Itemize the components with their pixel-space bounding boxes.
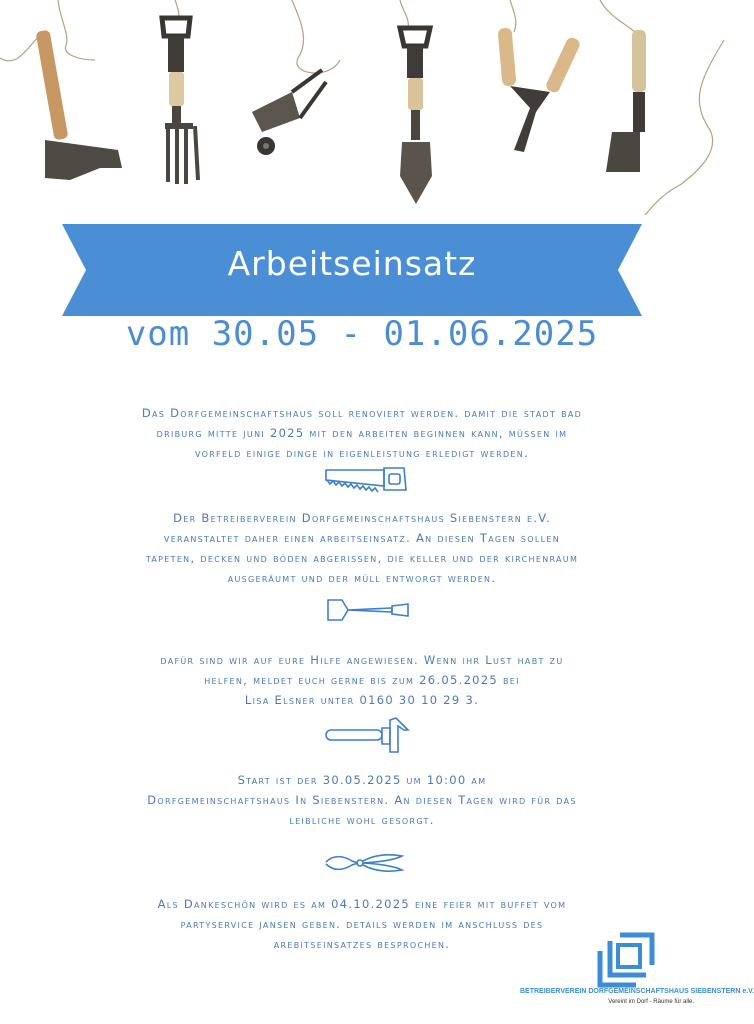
hanging-hammer-icon — [36, 30, 122, 180]
paragraph-line: driburg mitte juni 2025 mit den arbeiten beginnen kann, müssen im — [156, 426, 568, 440]
thanks-paragraph — [60, 894, 664, 954]
page-title: Arbeitseinsatz — [227, 244, 477, 283]
hanging-wheelbarrow-icon — [252, 70, 326, 155]
association-slogan: Vereint im Dorf - Räume für alle. — [608, 999, 694, 1005]
paragraph-line: Start ist der 30.05.2025 um 10:00 am — [237, 773, 487, 787]
paragraph-line: Der Betreiberverein Dorfgemeinschaftshaus Siebenstern e.V. — [173, 511, 551, 525]
hammer-icon — [324, 716, 410, 756]
hanging-hoe-icon — [606, 30, 646, 172]
hanging-shears-icon — [497, 28, 581, 152]
saw-icon — [324, 466, 410, 496]
hanging-tools-illustration — [0, 0, 724, 215]
paragraph-line: Lisa Elsner unter 0160 30 10 29 3. — [244, 693, 480, 707]
intro-paragraph — [60, 403, 664, 463]
paragraph-line: leibliche wohl gesorgt. — [289, 813, 435, 827]
paragraph-line: helfen, meldet euch gerne bis zum 26.05.2025 bei — [204, 673, 520, 687]
paragraph-line: Das Dorfgemeinschaftshaus soll renoviert werden. damit die stadt bad — [141, 406, 583, 420]
paragraph-line: Als Dankeschön wird es am 04.10.2025 eine feier mit buffet vom — [157, 897, 567, 911]
hanging-shovel-icon — [400, 28, 432, 204]
hanging-fork-icon — [162, 18, 198, 184]
start-paragraph — [60, 770, 664, 830]
paragraph-line: Dorfgemeinschaftshaus In Siebenstern. An diesen Tagen wird für das — [147, 793, 577, 807]
shovel-icon — [326, 596, 412, 624]
association-logo-icon — [596, 931, 656, 989]
paragraph-line: dafür sind wir auf eure Hilfe angewiesen. Wenn ihr Lust habt zu — [160, 653, 564, 667]
association-name: BETREIBERVEREIN DORFGEMEINSCHAFTSHAUS SIEBENSTERN e.V. — [520, 988, 754, 995]
help-paragraph — [60, 650, 664, 710]
paragraph-line: arebitseinsatzes besprochen. — [273, 937, 451, 951]
paragraph-line: tapeten, decken und böden abgerissen, die keller und der kirchenraum — [145, 551, 579, 565]
paragraph-line: vorfeld einige dinge in eigenleistung erledigt werden. — [194, 446, 530, 460]
event-date-range: vom 30.05 - 01.06.2025 — [125, 314, 599, 354]
association-paragraph — [60, 508, 664, 588]
paragraph-line: partyservice jansen geben. details werden im anschluss des — [180, 917, 544, 931]
paragraph-line: ausgeräumt und der müll entworgt werden. — [227, 571, 497, 585]
paragraph-line: veranstaltet daher einen arbeitseinsatz. An diesen Tagen sollen — [163, 531, 561, 545]
pliers-icon — [324, 850, 404, 876]
